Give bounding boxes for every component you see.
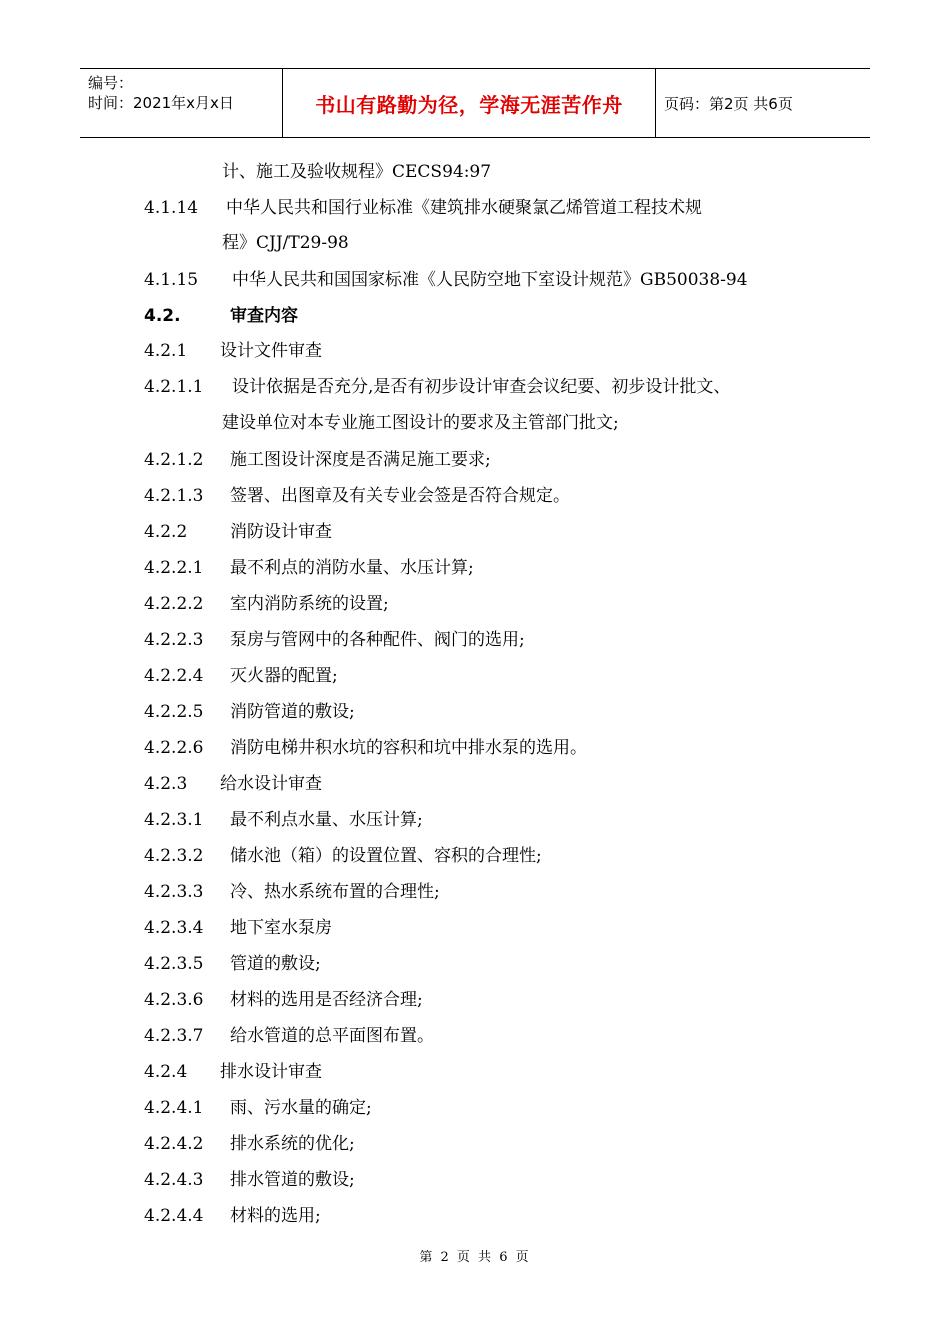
clause-text: 储水池（箱）的设置位置、容积的合理性; <box>230 846 542 866</box>
clause-number: 4.2.2.3 <box>144 630 204 650</box>
clause-number: 4.2.1 <box>144 341 188 361</box>
clause-text: 消防设计审查 <box>230 522 332 542</box>
header-page-label: 页码：第2页 共6页 <box>664 94 793 113</box>
clause-number: 4.2.4.2 <box>144 1134 204 1154</box>
clause-text: 材料的选用是否经济合理; <box>230 990 423 1010</box>
clause-text: 中华人民共和国国家标准《人民防空地下室设计规范》GB50038-94 <box>232 270 748 290</box>
clause-text: 给水管道的总平面图布置。 <box>230 1026 434 1046</box>
clause-text: 最不利点的消防水量、水压计算; <box>230 558 474 578</box>
page-footer: 第 2 页 共 6 页 <box>419 1250 531 1265</box>
time-label: 时间：2021年x月x日 <box>88 94 234 112</box>
header-meta <box>80 69 282 137</box>
clause-text: 管道的敷设; <box>230 954 321 974</box>
clause-number: 4.2.3 <box>144 774 188 794</box>
clause-number: 4.2.3.1 <box>144 810 204 830</box>
clause-number: 4.2.4.3 <box>144 1170 204 1190</box>
code-label: 编号： <box>88 74 134 92</box>
clause-text: 最不利点水量、水压计算; <box>230 810 423 830</box>
clause-number: 4.2.3.3 <box>144 882 204 902</box>
clause-text: 排水系统的优化; <box>230 1134 355 1154</box>
clause-number: 4.2.4.1 <box>144 1098 204 1118</box>
clause-text: 泵房与管网中的各种配件、阀门的选用; <box>230 630 525 650</box>
clause-text: 设计依据是否充分,是否有初步设计审查会议纪要、初步设计批文、 <box>232 377 731 397</box>
clause-text: 给水设计审查 <box>220 774 322 794</box>
clause-text: 消防电梯井积水坑的容积和坑中排水泵的选用。 <box>230 738 587 758</box>
clause-text: 建设单位对本专业施工图设计的要求及主管部门批文; <box>222 413 619 433</box>
clause-number: 4.2.1.2 <box>144 450 204 470</box>
clause-number: 4.2.2.1 <box>144 558 204 578</box>
clause-text: 中华人民共和国行业标准《建筑排水硬聚氯乙烯管道工程技术规 <box>226 198 702 218</box>
clause-number: 4.1.15 <box>144 270 199 290</box>
clause-text: 施工图设计深度是否满足施工要求; <box>230 450 491 470</box>
clause-text: 灭火器的配置; <box>230 666 338 686</box>
clause-number: 4.1.14 <box>144 198 199 218</box>
clause-number: 4.2.1.3 <box>144 486 204 506</box>
clause-number: 4.2.2.5 <box>144 702 204 722</box>
clause-text: 排水设计审查 <box>220 1062 322 1082</box>
clause-number: 4.2.1.1 <box>144 377 204 397</box>
clause-number: 4.2.2.4 <box>144 666 204 686</box>
clause-text: 室内消防系统的设置; <box>230 594 389 614</box>
clause-text: 冷、热水系统布置的合理性; <box>230 882 440 902</box>
clause-number: 4.2.2.6 <box>144 738 204 758</box>
clause-number: 4.2.3.4 <box>144 918 204 938</box>
clause-text: 设计文件审查 <box>220 341 322 361</box>
page-header <box>80 68 870 138</box>
clause-number: 4.2.2.2 <box>144 594 204 614</box>
clause-text: 排水管道的敷设; <box>230 1170 355 1190</box>
clause-number: 4.2.3.7 <box>144 1026 204 1046</box>
clause-number: 4.2.4.4 <box>144 1206 204 1226</box>
clause-text: 消防管道的敷设; <box>230 702 355 722</box>
clause-text: 地下室水泵房 <box>230 918 332 938</box>
clause-text: 雨、污水量的确定; <box>230 1098 372 1118</box>
clause-text: 签署、出图章及有关专业会签是否符合规定。 <box>230 486 570 506</box>
clause-text: 材料的选用; <box>230 1206 321 1226</box>
clause-number: 4.2.3.5 <box>144 954 204 974</box>
header-motto: 书山有路勤为径，学海无涯苦作舟 <box>282 69 656 137</box>
clause-text: 程》CJJ/T29-98 <box>222 233 349 253</box>
clause-number: 4.2. <box>144 306 181 326</box>
clause-number: 4.2.3.2 <box>144 846 204 866</box>
clause-text: 计、施工及验收规程》CECS94:97 <box>222 162 492 182</box>
clause-number: 4.2.3.6 <box>144 990 204 1010</box>
clause-number: 4.2.4 <box>144 1062 188 1082</box>
clause-number: 4.2.2 <box>144 522 188 542</box>
clause-text: 审查内容 <box>230 306 298 326</box>
